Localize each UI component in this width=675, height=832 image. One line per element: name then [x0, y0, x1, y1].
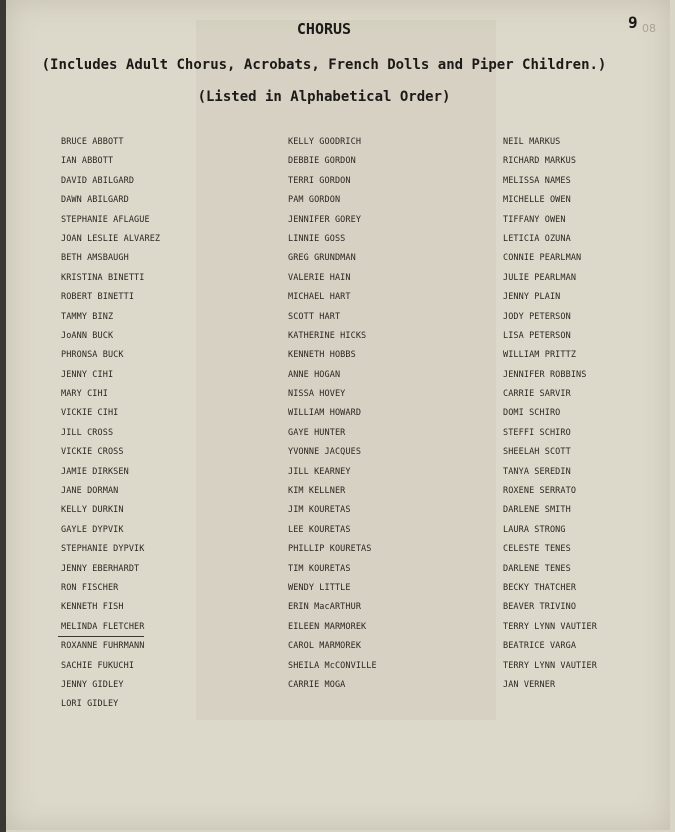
- cast-name: JANE DORMAN: [61, 486, 119, 497]
- cast-name: JIM KOURETAS: [288, 505, 351, 516]
- cast-name: NEIL MARKUS: [503, 137, 561, 147]
- cast-name: NISSA HOVEY: [288, 389, 346, 400]
- cast-name: MARY CIHI: [61, 389, 108, 400]
- cast-name: SCOTT HART: [288, 311, 341, 322]
- cast-name: TIFFANY OWEN: [503, 214, 566, 225]
- cast-name: MELINDA FLETCHER: [61, 621, 145, 632]
- cast-name: WILLIAM HOWARD: [288, 408, 362, 419]
- cast-name: JODY PETERSON: [503, 311, 571, 322]
- cast-name: GAYLE DYPVIK: [61, 524, 124, 535]
- cast-name: GAYE HUNTER: [288, 427, 346, 438]
- cast-name: DARLENE SMITH: [503, 505, 571, 516]
- cast-name: LEE KOURETAS: [288, 524, 351, 535]
- cast-name: GREG GRUNDMAN: [288, 253, 356, 264]
- cast-name: TIM KOURETAS: [288, 563, 351, 574]
- cast-name: ERIN MacARTHUR: [288, 602, 362, 613]
- cast-name: TERRI GORDON: [288, 175, 351, 186]
- cast-name: YVONNE JACQUES: [288, 447, 362, 458]
- cast-name: JENNIFER ROBBINS: [503, 369, 587, 380]
- cast-name: CELESTE TENES: [503, 544, 571, 555]
- cast-name: BECKY THATCHER: [503, 582, 577, 593]
- cast-name: CONNIE PEARLMAN: [503, 253, 582, 264]
- cast-name: LINNIE GOSS: [288, 233, 346, 244]
- cast-name: ROXENE SERRATO: [503, 486, 577, 497]
- page-subtitle: (Includes Adult Chorus, Acrobats, French Dolls and Piper Children.): [41, 57, 607, 73]
- name-column-3: [503, 135, 597, 697]
- page-title: CHORUS: [296, 20, 352, 38]
- cast-name: TAMMY BINZ: [61, 311, 114, 322]
- cast-name: STEPHANIE DYPVIK: [61, 544, 145, 555]
- cast-name: VALERIE HAIN: [288, 272, 351, 283]
- cast-name: IAN ABBOTT: [61, 156, 114, 167]
- name-column-1: [61, 135, 160, 717]
- cast-name: KRISTINA BINETTI: [61, 272, 145, 283]
- cast-name: JENNY PLAIN: [503, 292, 561, 303]
- cast-name: TANYA SEREDIN: [503, 466, 571, 477]
- order-note: (Listed in Alphabetical Order): [197, 89, 451, 105]
- cast-name: MICHAEL HART: [288, 292, 351, 303]
- cast-name: SHEILA McCONVILLE: [288, 660, 377, 671]
- cast-name: JILL CROSS: [61, 427, 114, 438]
- cast-name: MELISSA NAMES: [503, 175, 571, 186]
- cast-name: PAM GORDON: [288, 195, 341, 206]
- cast-name: WENDY LITTLE: [288, 582, 351, 593]
- cast-name: CAROL MARMOREK: [288, 641, 362, 652]
- cast-name: JENNY GIDLEY: [61, 679, 124, 690]
- cast-name: TERRY LYNN VAUTIER: [503, 621, 597, 632]
- cast-name: JoANN BUCK: [61, 330, 114, 341]
- cast-name: ANNE HOGAN: [288, 369, 341, 380]
- cast-name: CARRIE MOGA: [288, 679, 346, 690]
- cast-name: JILL KEARNEY: [288, 466, 351, 477]
- cast-name: KIM KELLNER: [288, 486, 346, 497]
- cast-name: KELLY GOODRICH: [288, 137, 362, 147]
- cast-name: DAWN ABILGARD: [61, 195, 129, 206]
- cast-name: BRUCE ABBOTT: [61, 137, 124, 147]
- cast-name: JOAN LESLIE ALVAREZ: [61, 233, 161, 244]
- cast-name: DOMI SCHIRO: [503, 408, 561, 419]
- cast-name: JAN VERNER: [503, 679, 556, 690]
- cast-name: JAMIE DIRKSEN: [61, 466, 129, 477]
- cast-name: LORI GIDLEY: [61, 699, 119, 710]
- cast-name: DEBBIE GORDON: [288, 156, 356, 167]
- cast-name: DARLENE TENES: [503, 563, 571, 574]
- pen-underline: [58, 636, 144, 637]
- cast-name: BETH AMSBAUGH: [61, 253, 129, 264]
- cast-name: VICKIE CIHI: [61, 408, 119, 419]
- cast-name: KENNETH FISH: [61, 602, 124, 613]
- cast-name: STEFFI SCHIRO: [503, 427, 571, 438]
- cast-name: EILEEN MARMOREK: [288, 621, 367, 632]
- cast-name: STEPHANIE AFLAGUE: [61, 214, 150, 225]
- faint-page-mark: 08: [642, 22, 656, 35]
- cast-name: CARRIE SARVIR: [503, 389, 571, 400]
- cast-name: KELLY DURKIN: [61, 505, 124, 516]
- cast-name: BEAVER TRIVINO: [503, 602, 577, 613]
- cast-name: KENNETH HOBBS: [288, 350, 356, 361]
- cast-name: JENNY EBERHARDT: [61, 563, 140, 574]
- cast-name: ROBERT BINETTI: [61, 292, 135, 303]
- name-column-2: [288, 135, 377, 697]
- page-number: 9: [628, 13, 638, 32]
- cast-name: LAURA STRONG: [503, 524, 566, 535]
- cast-name: WILLIAM PRITTZ: [503, 350, 577, 361]
- cast-name: ROXANNE FUHRMANN: [61, 641, 145, 652]
- cast-name: PHRONSA BUCK: [61, 350, 124, 361]
- cast-name: BEATRICE VARGA: [503, 641, 577, 652]
- cast-name: SHEELAH SCOTT: [503, 447, 571, 458]
- cast-name: JENNIFER GOREY: [288, 214, 362, 225]
- cast-name: SACHIE FUKUCHI: [61, 660, 135, 671]
- cast-name: RON FISCHER: [61, 582, 119, 593]
- cast-name: LISA PETERSON: [503, 330, 571, 341]
- cast-name: PHILLIP KOURETAS: [288, 544, 372, 555]
- cast-name: TERRY LYNN VAUTIER: [503, 660, 597, 671]
- cast-name: VICKIE CROSS: [61, 447, 124, 458]
- cast-name: KATHERINE HICKS: [288, 330, 367, 341]
- cast-name: MICHELLE OWEN: [503, 195, 571, 206]
- cast-name: JENNY CIHI: [61, 369, 114, 380]
- cast-name: DAVID ABILGARD: [61, 175, 135, 186]
- cast-name: JULIE PEARLMAN: [503, 272, 577, 283]
- cast-name: LETICIA OZUNA: [503, 233, 571, 244]
- cast-name: RICHARD MARKUS: [503, 156, 577, 167]
